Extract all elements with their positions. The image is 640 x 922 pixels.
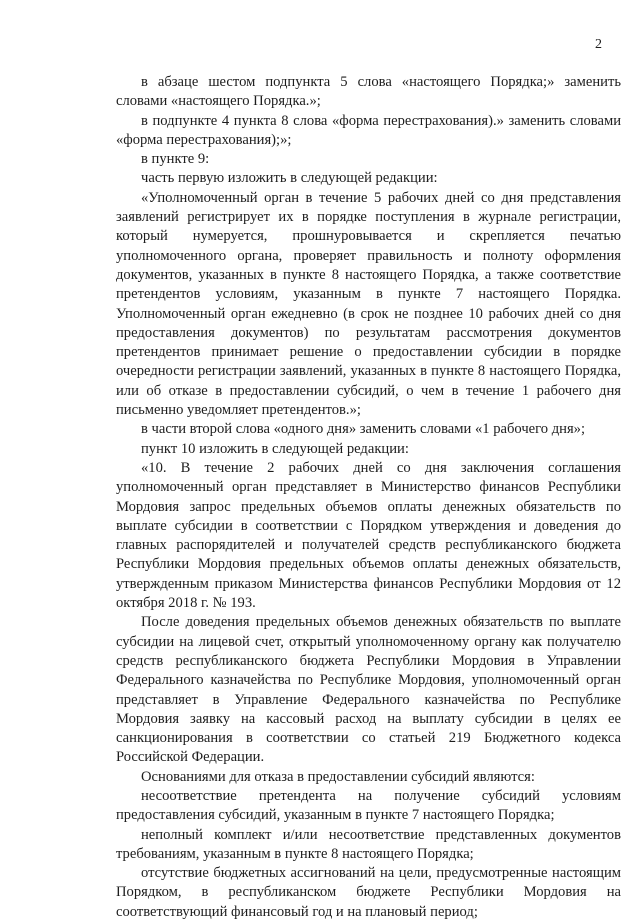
document-body	[116, 73, 621, 922]
paragraph: несоответствие претендента на получение субсидий условиям предоставления субсидий, указанным в пункте 7 настоящего Порядка;	[116, 787, 621, 824]
paragraph: Основаниями для отказа в предоставлении субсидий являются:	[141, 768, 535, 785]
paragraph: в части второй слова «одного дня» заменить словами «1 рабочего дня»;	[141, 421, 586, 438]
paragraph: в подпункте 4 пункта 8 слова «форма перестрахования).» заменить словами «форма перестрахования);»;	[116, 112, 621, 148]
paragraph: «10. В течение 2 рабочих дней со дня заключения соглашения уполномоченный орган представляет в Министерство финансов Республики Мордовия запрос предельных объемов оплаты денежных обязательств по выплате субсидии в соответствии с Порядком утверждения и доведения до главных распорядителей и получателей средств республиканского бюджета Республики Мордовия предельных объемов оплаты денежных обязательств, утвержденным приказом Министерства финансов Республики Мордовия от 12 октября 2018 г. № 193.	[116, 459, 621, 612]
paragraph: После доведения предельных объемов денежных обязательств по выплате субсидии на лицевой счет, открытый уполномоченному органу как получателю средств республиканского бюджета Республики Мордовия в Управлении Федерального казначейства по Республике Мордовия, уполномоченный орган представляет в Управление Федерального казначейства по Республике Мордовия заявку на кассовый расход на выплату субсидии в целях ее санкционирования в соответствии со статьей 219 Бюджетного кодекса Российской Федерации.	[116, 614, 621, 766]
paragraph: в абзаце шестом подпункта 5 слова «настоящего Порядка;» заменить словами «настоящего Порядка.»;	[116, 74, 621, 110]
paragraph: отсутствие бюджетных ассигнований на цели, предусмотренные настоящим Порядком, в республиканском бюджете Республики Мордовия на соответствующий финансовый год и на плановый период;	[116, 865, 621, 920]
paragraph: «Уполномоченный орган в течение 5 рабочих дней со дня представления заявлений регистрирует их в порядке поступления в журнале регистрации, который нумеруется, прошнуровывается и скрепляется печатью уполномоченного органа, проверяет правильность и полноту оформления документов, указанных в пункте 8 настоящего Порядка, а также соответствие претендентов условиям, указанным в пункте 7 настоящего Порядка. Уполномоченный орган ежедневно (в срок не позднее 10 рабочих дней со дня предоставления документов) по результатам рассмотрения документов претендентов принимает решение о предоставлении субсидии в порядке очередности регистрации заявлений, указанных в пункте 8 настоящего Порядка, или об отказе в предоставлении субсидий, о чем в течение 1 рабочего дня письменно уведомляет претендентов.»;	[116, 189, 621, 419]
paragraph: неполный комплект и/или несоответствие представленных документов требованиям, указанным в пункте 8 настоящего Порядка;	[116, 826, 621, 862]
page-number: 2	[595, 37, 602, 52]
paragraph: пункт 10 изложить в следующей редакции:	[141, 440, 409, 457]
paragraph: часть первую изложить в следующей редакции:	[141, 170, 438, 187]
paragraph: в пункте 9:	[141, 151, 210, 168]
